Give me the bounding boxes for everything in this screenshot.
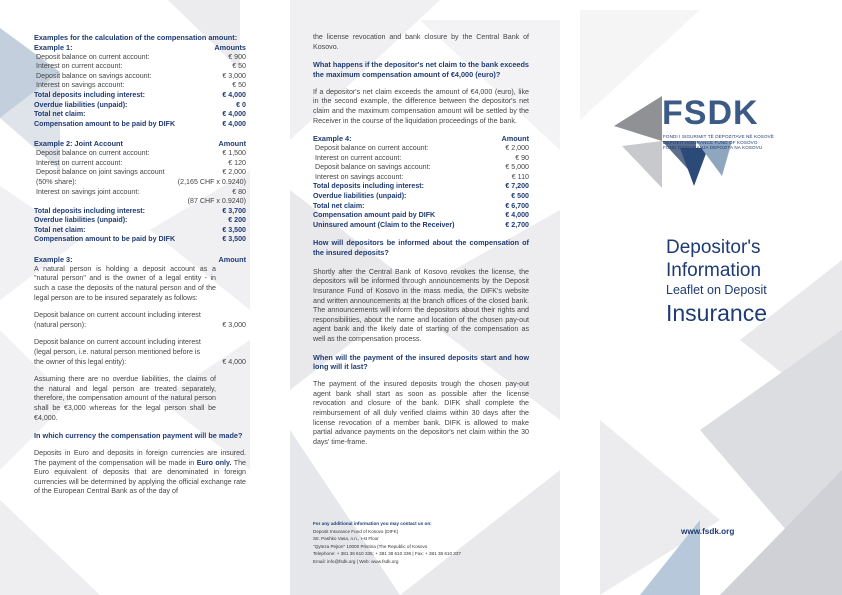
table-row <box>34 101 246 111</box>
row-label: Uninsured amount (Claim to the Receiver) <box>313 220 455 229</box>
row-value: € 50 <box>232 62 246 71</box>
table-row <box>313 211 529 221</box>
question-exceeds-max: What happens if the depositor's net claim to the bank exceeds the maximum compensation amount of €4,000 (euro)? <box>313 60 529 79</box>
logo-wordmark: FSDK <box>662 94 759 132</box>
row-value: (87 CHF x 0.9240) <box>187 197 246 206</box>
row-value: (2,165 CHF x 0.9240) <box>177 177 246 186</box>
example3-line2-text: Deposit balance on current account including interest (legal person, i.e. natural person mentioned before is the owner of this legal entity): <box>34 338 201 366</box>
logo-subtitle <box>663 134 774 151</box>
table-row <box>313 154 529 164</box>
continuation-text: the license revocation and bank closure by the Central Bank of Kosovo. <box>313 33 529 51</box>
answer-exceeds-max: If a depositor's net claim exceeds the amount of €4,000 (euro), like in the second example, the difference between the depositor's net claim and the maximum compensation amount will be settled by the Receiver in the course of the liquidation proceedings of the bank. <box>313 87 529 125</box>
row-value: € 3,500 <box>222 235 246 244</box>
table-row <box>34 188 246 198</box>
examples-intro: Examples for the calculation of the compensation amount: <box>34 33 238 42</box>
row-value: € 3,500 <box>222 225 246 234</box>
cover-title-line1: Depositor's <box>666 237 761 258</box>
contact-line: "Qyteza Pejton" 10000 Pristina (The Republic of Kosovo <box>313 543 428 549</box>
example3-line2-value: € 4,000 <box>222 357 246 366</box>
example3-line1-value: € 3,000 <box>222 320 246 329</box>
table-row <box>313 144 529 154</box>
row-value: € 80 <box>232 187 246 196</box>
example2-title: Example 2: Joint Account <box>34 139 123 149</box>
example3-line1-text: Deposit balance on current account including interest (natural person): <box>34 311 201 329</box>
row-label: (50% share): <box>36 177 77 186</box>
panel-cover <box>580 0 842 595</box>
example1-header <box>34 43 246 53</box>
row-value: € 7,200 <box>505 182 529 191</box>
currency-answer <box>34 449 246 497</box>
answer-informed: Shortly after the Central Bank of Kosovo revokes the license, the depositors will be informed through announcements by the Deposit Insurance Fund of Kosovo in the mass media, the DIFK's website and written announcements at the branch offices of the closed bank. The announcements will inform the depositors about their rights and responsibilities, about the name and location of the chosen pay-out agent bank and the likely date of starting of the compensation as well as the compensation process. <box>313 267 529 344</box>
example4-amount-header: Amount <box>501 134 529 144</box>
row-value: € 90 <box>515 153 529 162</box>
currency-question: In which currency the compensation payment will be made? <box>34 431 243 441</box>
row-value: € 0 <box>236 100 246 109</box>
contact-line: Deposit Insurance Fund of Kosovo (DIFK) <box>313 528 399 534</box>
example3-title: Example 3: <box>34 255 73 265</box>
panel-examples <box>34 0 246 595</box>
table-row <box>34 197 246 207</box>
row-value: € 3,700 <box>222 206 246 215</box>
row-value: € 120 <box>228 158 246 167</box>
row-label: Overdue liabilities (unpaid): <box>34 100 128 109</box>
example3-line-natural <box>34 311 246 330</box>
row-label: Deposit balance on current account: <box>315 143 429 152</box>
row-label: Interest on savings account: <box>315 172 404 181</box>
answer-payment-start: The payment of the insured deposits trough the chosen pay-out agent bank shall start as soon as possible after the license revocation and closure of the bank. DIFK shall complete the reimbursement of all duly verified claims within 30 days after the license revocation of a member bank. DIFK is allowed to make partial advance payments on the depositor's net claim within the 30 days' time-frame. <box>313 380 529 446</box>
table-row <box>34 235 246 245</box>
row-value: € 3,000 <box>222 71 246 80</box>
logo-subtitle-line: FONDI I SIGURIMIT TË DEPOZITAVE NË KOSOVË <box>663 134 774 139</box>
row-value: € 500 <box>511 191 529 200</box>
panel-faq <box>313 0 529 595</box>
example3-assumption: Assuming there are no overdue liabilities, the claims of the natural and legal person are treated separately, therefore, the compensation amount of the natural person shall be €3,000 whereas for the legal person shall be €4,000. <box>34 375 216 422</box>
table-row <box>313 163 529 173</box>
cover-title-line4: Insurance <box>666 300 768 326</box>
row-value: € 900 <box>228 52 246 61</box>
cover-title-line2: Information <box>666 260 762 281</box>
contact-line: Telephone: + 381 38 610 335; + 381 38 610 336 | Fax: + 381 38 610 337 <box>313 551 461 557</box>
row-label: Overdue liabilities (unpaid): <box>34 216 128 225</box>
row-value: € 4,000 <box>222 90 246 99</box>
currency-text-b: The Euro equivalent of deposits that are denominated in foreign currencies will be determined by applying the official exchange rate of the European Central Bank as of the day of <box>34 458 247 496</box>
example2-header <box>34 139 246 149</box>
example2-table <box>34 149 246 245</box>
row-label: Deposit balance on joint savings account <box>36 168 165 177</box>
website-link[interactable]: www.fsdk.org <box>681 527 735 536</box>
row-value: € 2,000 <box>505 143 529 152</box>
logo-subtitle-line: DEPOSIT INSURANCE FUND OF KOSOVO <box>663 139 758 145</box>
contact-heading: For any additional information you may contact us on: <box>313 521 432 526</box>
row-label: Interest on savings account: <box>36 81 125 90</box>
row-value: € 2,000 <box>222 168 246 177</box>
table-row <box>313 192 529 202</box>
row-value: € 4,000 <box>222 119 246 128</box>
row-label: Total deposits including interest: <box>34 90 146 99</box>
row-label: Total deposits including interest: <box>313 182 425 191</box>
currency-euro-only: Euro only. <box>196 458 232 467</box>
example4-header <box>313 134 529 144</box>
example1-amount-header: Amounts <box>214 42 246 52</box>
table-row <box>313 173 529 183</box>
example4-table <box>313 144 529 230</box>
row-value: € 50 <box>232 81 246 90</box>
table-row <box>34 168 246 178</box>
row-value: € 2,700 <box>505 220 529 229</box>
table-row <box>34 216 246 226</box>
row-label: Deposit balance on current account: <box>36 149 150 158</box>
row-label: Total net claim: <box>313 201 365 210</box>
table-row <box>34 53 246 63</box>
row-label: Compensation amount paid by DIFK <box>313 211 436 220</box>
row-label: Deposit balance on current account: <box>36 52 150 61</box>
contact-block <box>313 520 529 566</box>
row-label: Compensation amount to be paid by DIFK <box>34 235 176 244</box>
row-value: € 110 <box>511 172 529 181</box>
row-label: Interest on current account: <box>36 158 123 167</box>
example2-amount-header: Amount <box>218 139 246 149</box>
example4-title: Example 4: <box>313 134 352 144</box>
example3-header <box>34 255 246 265</box>
table-row <box>313 221 529 231</box>
example3-text: A natural person is holding a deposit account as a "natural person" and is the owner of a legal entity - in such a case the deposits of the natural person and of the legal person are to be insured separately as follows: <box>34 264 216 302</box>
row-value: € 1,500 <box>222 149 246 158</box>
row-value: € 6,700 <box>505 201 529 210</box>
logo-subtitle-line: FOND OSIGURANJA DEPOZITA NA KOSOVU <box>663 145 763 151</box>
contact-line: Email: info@fsdk.org | Web: www.fsdk.org <box>313 558 399 564</box>
example3-amount-header: Amount <box>218 255 246 265</box>
row-label: Interest on savings joint account: <box>36 187 140 196</box>
table-row <box>34 91 246 101</box>
question-payment-start: When will the payment of the insured deposits start and how long will it last? <box>313 352 529 372</box>
question-informed: How will depositors be informed about the compensation of the insured deposits? <box>313 238 529 258</box>
row-label: Interest on current account: <box>315 153 402 162</box>
contact-line: Str. Pashko Vasa, n.n., I-st Floor <box>313 536 379 542</box>
table-row <box>34 207 246 217</box>
row-label: Deposit balance on savings account: <box>36 71 152 80</box>
table-row <box>34 226 246 236</box>
example3-line-legal <box>34 338 246 367</box>
table-row <box>313 182 529 192</box>
row-label: Total net claim: <box>34 110 86 119</box>
table-row <box>313 202 529 212</box>
table-row <box>34 62 246 72</box>
table-row <box>34 81 246 91</box>
row-label: Interest on current account: <box>36 62 123 71</box>
table-row <box>34 159 246 169</box>
row-label: Overdue liabilities (unpaid): <box>313 191 407 200</box>
table-row <box>34 110 246 120</box>
row-label: Deposit balance on savings account: <box>315 163 431 172</box>
table-row <box>34 178 246 188</box>
example1-table <box>34 53 246 130</box>
cover-title <box>666 236 767 327</box>
row-value: € 200 <box>228 216 246 225</box>
table-row <box>34 72 246 82</box>
row-label: Compensation amount to be paid by DIFK <box>34 119 176 128</box>
table-row <box>34 120 246 130</box>
row-value: € 4,000 <box>222 110 246 119</box>
example1-title: Example 1: <box>34 42 73 52</box>
row-label: Total deposits including interest: <box>34 206 146 215</box>
cover-title-line3: Leaflet on Deposit <box>666 283 767 297</box>
row-label: Total net claim: <box>34 225 86 234</box>
row-value: € 4,000 <box>505 211 529 220</box>
currency-text-a: Deposits in Euro and deposits in foreign currencies are insured. The payment of the compensation will be made in <box>34 448 246 467</box>
row-value: € 5,000 <box>505 163 529 172</box>
table-row <box>34 149 246 159</box>
